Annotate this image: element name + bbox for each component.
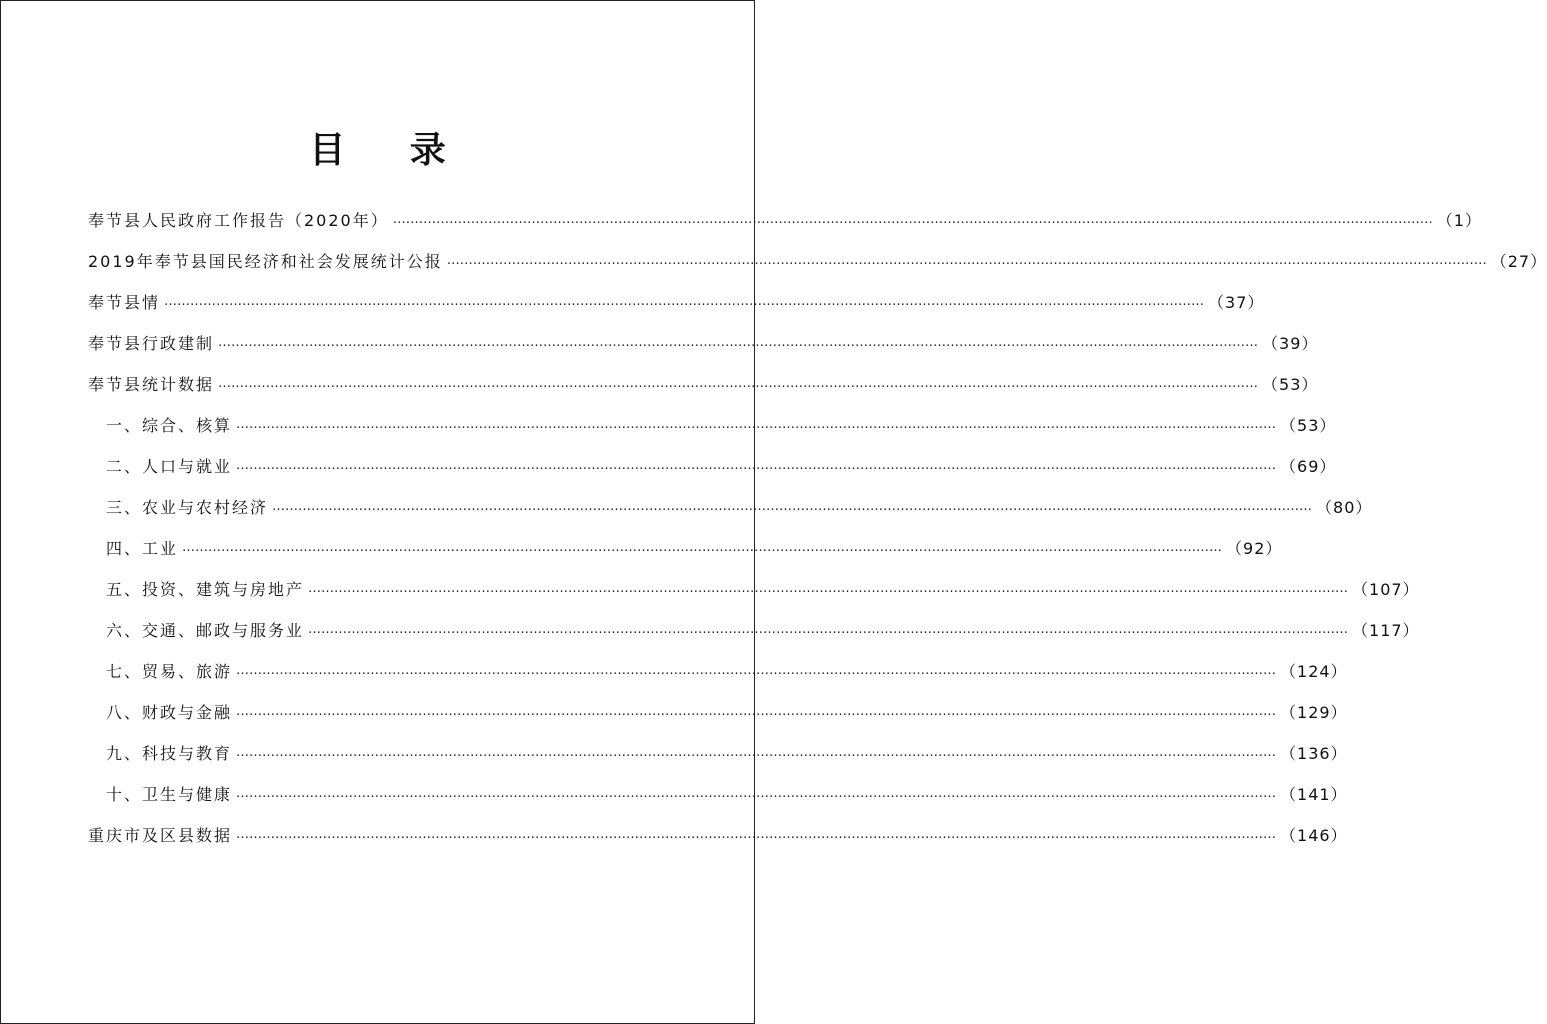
toc-entry[interactable]	[88, 240, 1547, 281]
toc-entry-label: 一、综合、核算	[106, 416, 233, 435]
toc-entry-page-number: （39）	[1262, 334, 1319, 353]
toc-entry-page-number: （146）	[1280, 826, 1348, 845]
toc-entry-label: 八、财政与金融	[106, 703, 233, 722]
dot-leader: ……………………………………………………………………………………………………………………………………………………………………………………………………………………	[236, 663, 1277, 678]
dot-leader: ……………………………………………………………………………………………………………………………………………………………………………………………………………………	[272, 499, 1313, 514]
toc-entry[interactable]	[88, 486, 1373, 527]
toc-entry-page-number: （129）	[1280, 703, 1348, 722]
toc-entry-label: 六、交通、邮政与服务业	[106, 621, 305, 640]
toc-entry[interactable]	[88, 691, 1348, 732]
toc-entry[interactable]	[88, 609, 1420, 650]
dot-leader: ……………………………………………………………………………………………………………………………………………………………………………………………………………………	[308, 622, 1349, 637]
toc-entry-page-number: （53）	[1280, 416, 1337, 435]
toc-entry-label: 九、科技与教育	[106, 744, 233, 763]
toc-entry-label: 三、农业与农村经济	[106, 498, 269, 517]
table-of-contents	[88, 199, 1547, 855]
toc-entry-page-number: （141）	[1280, 785, 1348, 804]
toc-entry-label: 奉节县人民政府工作报告（2020年）	[88, 211, 389, 230]
toc-entry-page-number: （92）	[1226, 539, 1283, 558]
toc-entry-page-number: （27）	[1490, 252, 1547, 271]
dot-leader: ……………………………………………………………………………………………………………………………………………………………………………………………………………………	[236, 745, 1277, 760]
toc-entry-label: 奉节县行政建制	[88, 334, 215, 353]
toc-entry-label: 重庆市及区县数据	[88, 826, 233, 845]
toc-entry-page-number: （124）	[1280, 662, 1348, 681]
toc-entry-label: 2019年奉节县国民经济和社会发展统计公报	[88, 252, 443, 271]
dot-leader: ……………………………………………………………………………………………………………………………………………………………………………………………………………………	[236, 417, 1277, 432]
dot-leader: ……………………………………………………………………………………………………………………………………………………………………………………………………………………	[308, 581, 1349, 596]
toc-entry[interactable]	[88, 650, 1348, 691]
toc-entry[interactable]	[88, 732, 1348, 773]
toc-entry-label: 二、人口与就业	[106, 457, 233, 476]
page-title: 目 录	[309, 130, 472, 171]
toc-entry-label: 奉节县情	[88, 293, 161, 312]
toc-entry-page-number: （53）	[1262, 375, 1319, 394]
toc-entry[interactable]	[88, 322, 1319, 363]
toc-entry[interactable]	[88, 814, 1348, 855]
toc-entry[interactable]	[88, 527, 1283, 568]
toc-entry-page-number: （80）	[1316, 498, 1373, 517]
toc-entry[interactable]	[88, 773, 1348, 814]
dot-leader: ……………………………………………………………………………………………………………………………………………………………………………………………………………………	[392, 212, 1433, 227]
toc-entry-label: 十、卫生与健康	[106, 785, 233, 804]
toc-entry-page-number: （107）	[1352, 580, 1420, 599]
dot-leader: ……………………………………………………………………………………………………………………………………………………………………………………………………………………	[236, 704, 1277, 719]
dot-leader: ……………………………………………………………………………………………………………………………………………………………………………………………………………………	[218, 376, 1259, 391]
toc-entry[interactable]	[88, 199, 1482, 240]
toc-entry-page-number: （69）	[1280, 457, 1337, 476]
toc-entry-label: 七、贸易、旅游	[106, 662, 233, 681]
dot-leader: ……………………………………………………………………………………………………………………………………………………………………………………………………………………	[236, 458, 1277, 473]
toc-entry-page-number: （117）	[1352, 621, 1420, 640]
dot-leader: ……………………………………………………………………………………………………………………………………………………………………………………………………………………	[218, 335, 1259, 350]
dot-leader: ……………………………………………………………………………………………………………………………………………………………………………………………………………………	[164, 294, 1205, 309]
toc-entry-page-number: （136）	[1280, 744, 1348, 763]
toc-entry[interactable]	[88, 363, 1319, 404]
dot-leader: ……………………………………………………………………………………………………………………………………………………………………………………………………………………	[236, 827, 1277, 842]
toc-entry[interactable]	[88, 281, 1265, 322]
dot-leader: ……………………………………………………………………………………………………………………………………………………………………………………………………………………	[446, 253, 1487, 268]
toc-entry[interactable]	[88, 404, 1337, 445]
toc-entry[interactable]	[88, 568, 1420, 609]
toc-entry-label: 五、投资、建筑与房地产	[106, 580, 305, 599]
toc-entry-label: 四、工业	[106, 539, 179, 558]
toc-entry-label: 奉节县统计数据	[88, 375, 215, 394]
dot-leader: ……………………………………………………………………………………………………………………………………………………………………………………………………………………	[182, 540, 1223, 555]
dot-leader: ……………………………………………………………………………………………………………………………………………………………………………………………………………………	[236, 786, 1277, 801]
toc-entry[interactable]	[88, 445, 1337, 486]
toc-entry-page-number: （37）	[1208, 293, 1265, 312]
toc-entry-page-number: （1）	[1436, 211, 1482, 230]
